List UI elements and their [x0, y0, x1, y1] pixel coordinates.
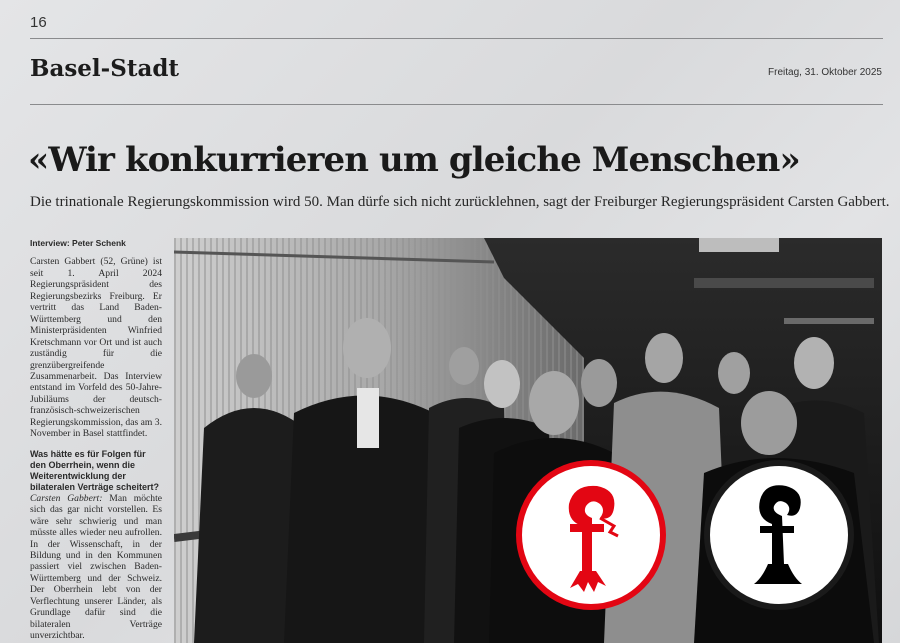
- answer-speaker: Carsten Gabbert:: [30, 492, 103, 504]
- intro-paragraph: Carsten Gabbert (52, Grüne) ist seit 1. April 2024 Regierungspräsident des Regierungsbezirks Freiburg. Er vertritt das Land Baden-Württemberg und den Ministerpräsidenten Winfried Kretschmann vor Ort und ist auch zuständig für die grenzübergreifende Zusammenarbeit. Das Interview entstand im Vorfeld des 50-Jahre-Jubiläums der deutsch-französisch-schweizerischen Regierungskommission, das am 3. November in Basel stattfindet.: [30, 256, 162, 440]
- subheadline: Die trinationale Regierungskommission wird 50. Man dürfe sich nicht zurücklehnen, sagt der Freiburger Regierungspräsident Carsten Gabbert.: [30, 194, 890, 210]
- answer-text: Man möchte sich das gar nicht vorstellen. Es wäre sehr schwierig und man müsste alles wieder neu aufrollen. In der Wissenschaft, in der Bildung und in den Kommunen passiert viel zwischen Baden-Württemberg und der Schweiz. Der Oberrhein lebt von der Verflechtung unserer Länder, als Grundlage dafür sind die bilateralen Verträge unverzichtbar.: [30, 492, 162, 642]
- issue-date: Freitag, 31. Oktober 2025: [768, 67, 882, 78]
- black-bishop-staff-icon: [710, 466, 848, 604]
- headline: «Wir konkurrieren um gleiche Menschen»: [28, 140, 800, 180]
- page-number: 16: [30, 14, 47, 31]
- interview-question: Was hätte es für Folgen für den Oberrhein, wenn die Weiterentwicklung der bilateralen Verträge scheitert?: [30, 448, 160, 492]
- basel-landschaft-crest: [516, 460, 666, 610]
- basel-stadt-crest: [704, 460, 854, 610]
- red-bishop-staff-icon: [522, 466, 660, 604]
- top-rule: [30, 38, 883, 39]
- section-rule: [30, 104, 883, 105]
- byline: Interview: Peter Schenk: [30, 238, 126, 248]
- article-column: [30, 238, 162, 642]
- section-title: Basel-Stadt: [30, 55, 180, 82]
- interview-answer: [30, 493, 162, 642]
